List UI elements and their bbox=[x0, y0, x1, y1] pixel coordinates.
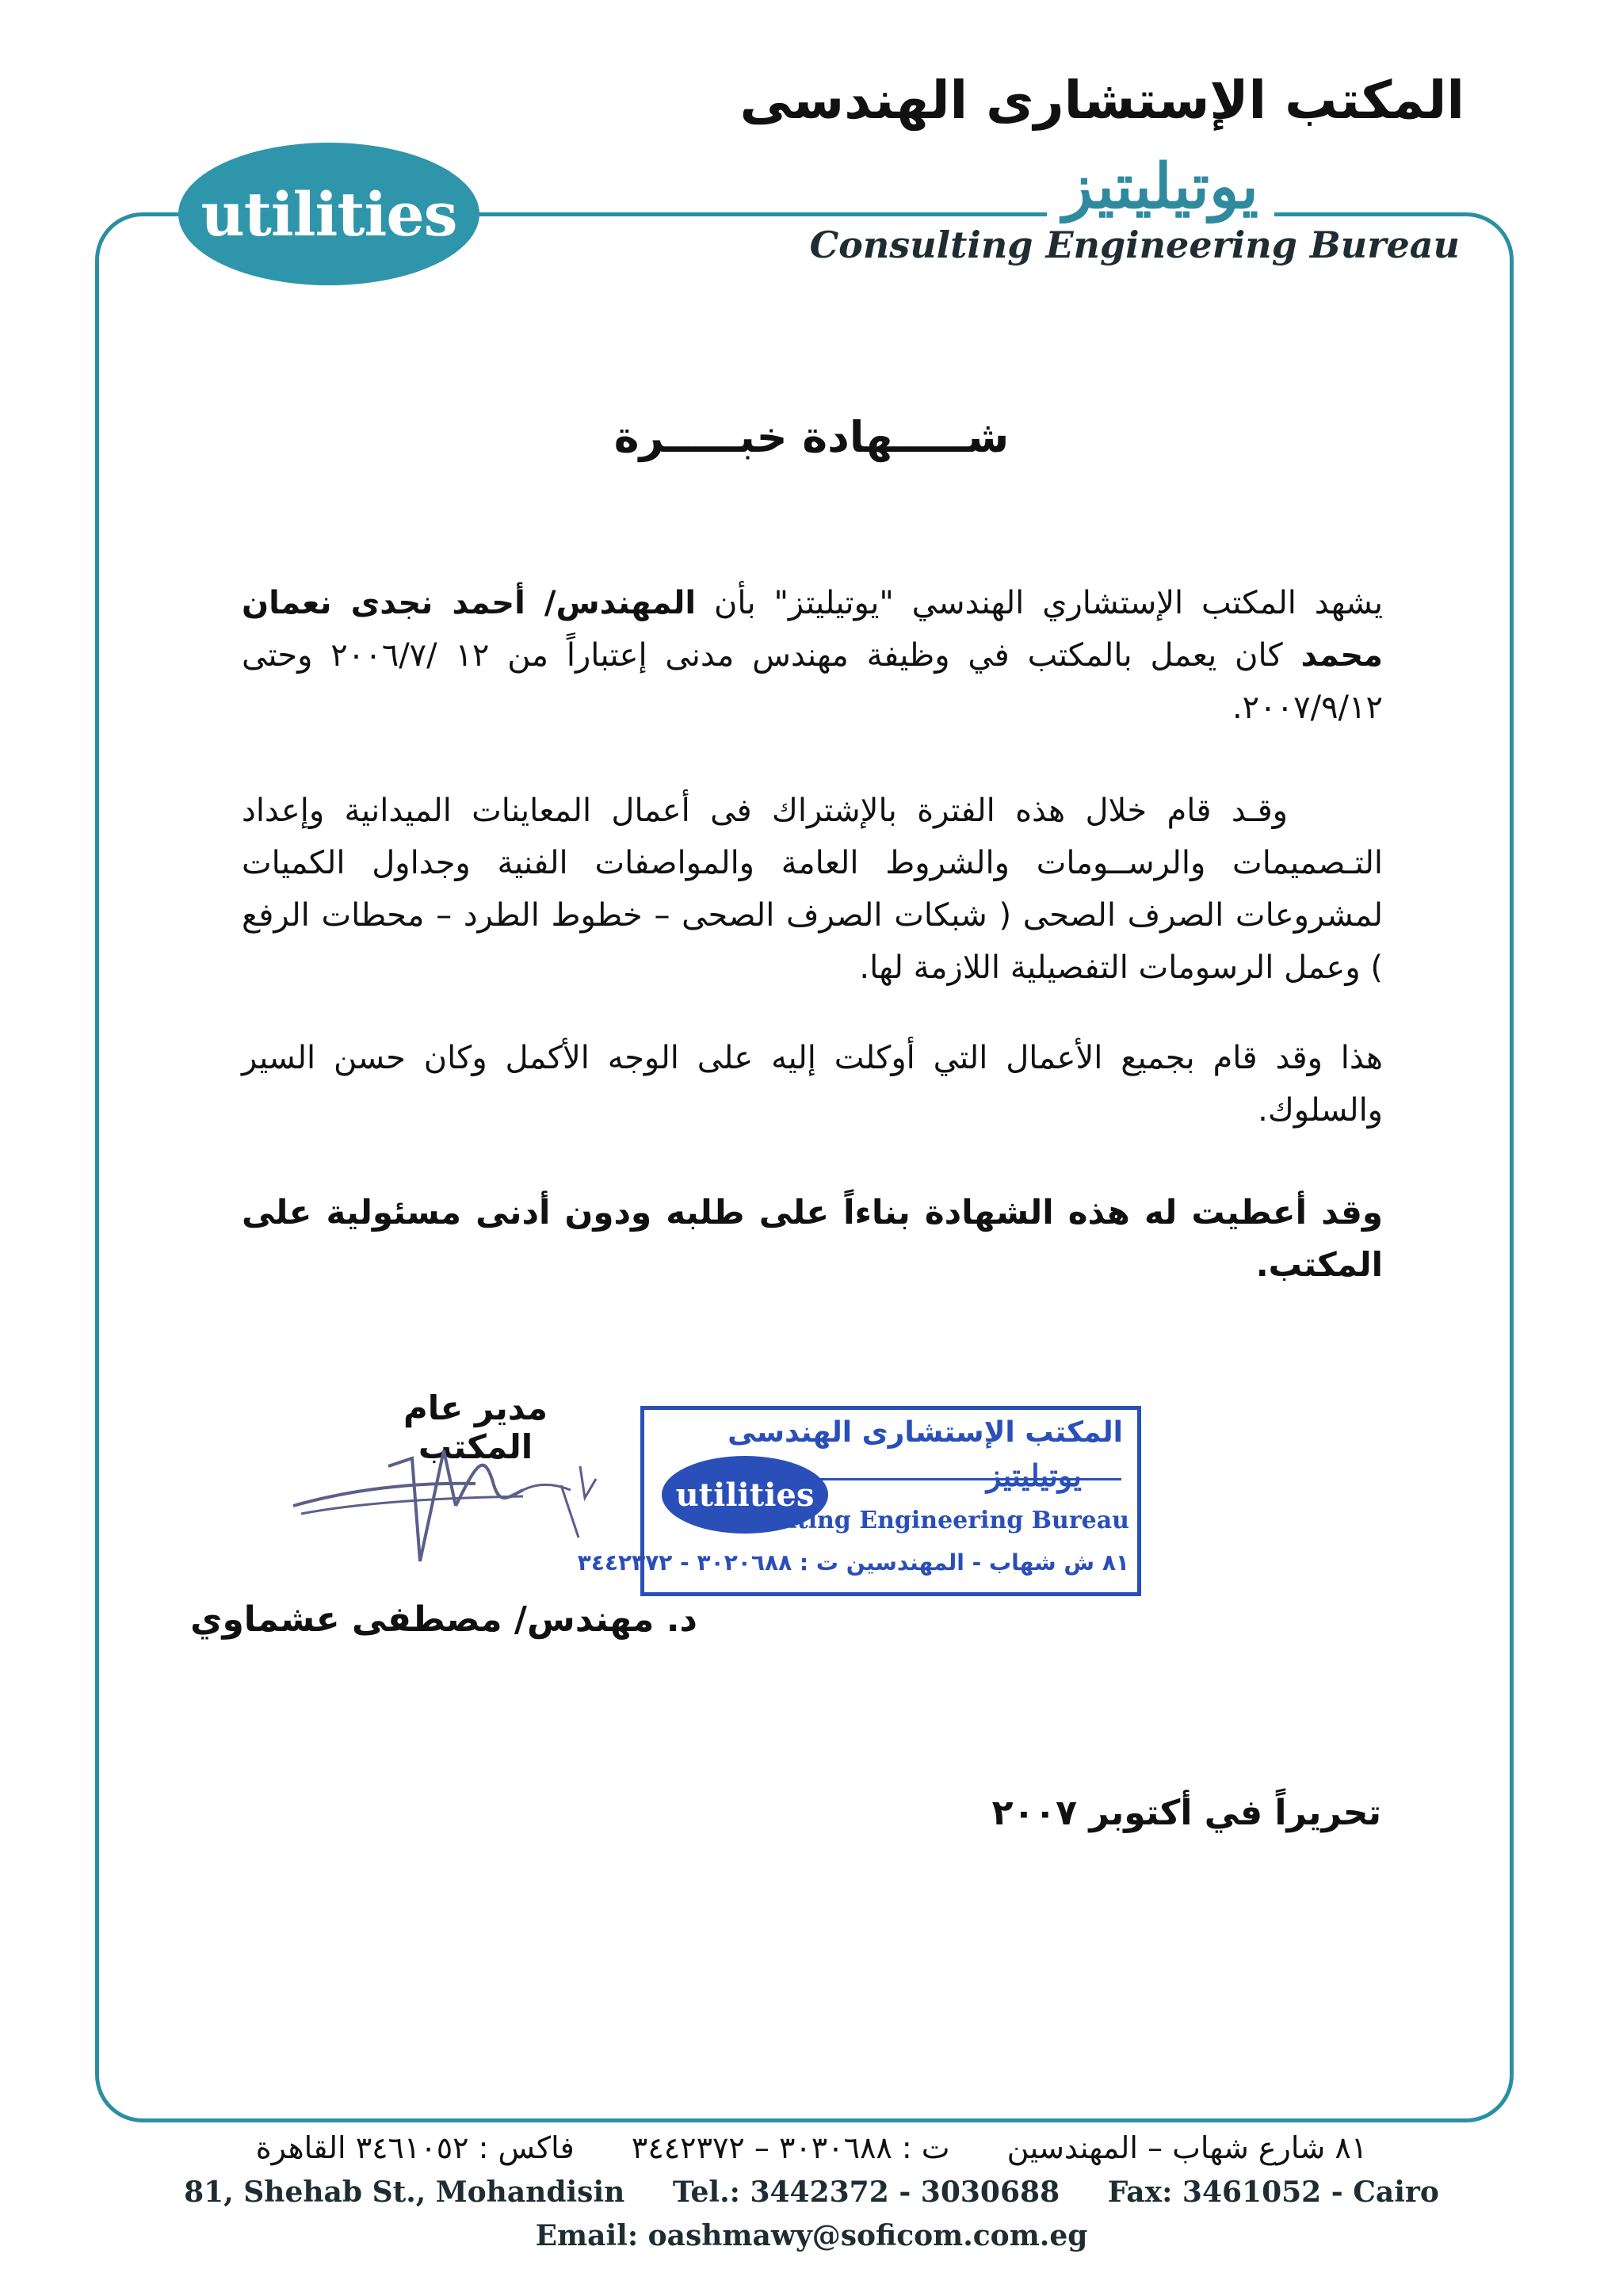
footer-phone-english: Tel.: 3442372 - 3030688 bbox=[672, 2176, 1060, 2209]
stamp-logo-text: utilities bbox=[675, 1476, 815, 1514]
paragraph1-lead: يشهد المكتب الإستشاري الهندسي "يوتيليتز" بأن bbox=[696, 585, 1383, 621]
stamp-address: ٨١ ش شهاب - المهندسين ت : ٣٠٢٠٦٨٨ - ٣٤٤٢٣٧٢ bbox=[577, 1549, 1129, 1576]
footer-address-english: 81, Shehab St., Mohandisin bbox=[184, 2176, 625, 2209]
footer-email[interactable]: Email: oashmawy@soficom.com.eg bbox=[535, 2219, 1088, 2252]
paragraph-duties: وقـد قام خلال هذه الفترة بالإشتراك فى أعمال المعاينات الميدانية وإعداد التـصميمات والرســومات والشروط العامة والمواصفات الفنية وجداول الكميات لمشروعات الصرف الصحى ( شبكات الصرف الصحى – خطوط الطرد – محطات الرفع ) وعمل الرسومات التفصيلية اللازمة لها. bbox=[242, 793, 1383, 986]
footer-fax-arabic: فاكس : ٣٤٦١٠٥٢ القاهرة bbox=[255, 2130, 575, 2165]
signatory-name: د. مهندس/ مصطفى عشماوي bbox=[190, 1599, 697, 1640]
page-border-frame bbox=[95, 212, 1514, 2122]
issue-date: تحريراً في أكتوبر ٢٠٠٧ bbox=[991, 1793, 1381, 1833]
footer-address-arabic: ٨١ شارع شهاب – المهندسين bbox=[1006, 2130, 1368, 2165]
footer-fax-english: Fax: 3461052 - Cairo bbox=[1107, 2176, 1439, 2209]
paragraph-conduct: هذا وقد قام بجميع الأعمال التي أوكلت إليه على الوجه الأكمل وكان حسن السير والسلوك. bbox=[242, 1040, 1383, 1129]
letterhead-name-english: Consulting Engineering Bureau bbox=[805, 223, 1465, 266]
logo-text: utilities bbox=[200, 178, 457, 250]
stamp-name-english: Consulting Engineering Bureau bbox=[705, 1507, 1129, 1534]
letterhead-name-arabic: المكتب الإستشارى الهندسى bbox=[739, 70, 1465, 131]
document-title: شـــــهادة خبـــــرة bbox=[613, 412, 1010, 462]
utilities-logo bbox=[178, 143, 479, 285]
letterhead-brand-arabic: يوتيليتيز bbox=[1047, 151, 1274, 223]
footer-arabic bbox=[0, 2130, 1623, 2165]
engineer-name: المهندس/ أحمد نجدى نعمان محمد bbox=[242, 585, 1383, 674]
footer-english bbox=[0, 2176, 1623, 2209]
signatory-title: مدير عام المكتب bbox=[403, 1389, 548, 1466]
paragraph-disclaimer: وقد أعطيت له هذه الشهادة بناءاً على طلبه ودون أدنى مسئولية على المكتب. bbox=[242, 1193, 1383, 1284]
stamp-name-arabic: المكتب الإستشارى الهندسى bbox=[727, 1416, 1123, 1449]
stamp-brand-arabic: يوتيليتيز bbox=[986, 1457, 1082, 1493]
paragraph1-rest: كان يعمل بالمكتب في وظيفة مهندس مدنى إعتباراً من ١٢ /٢٠٠٦/٧ وحتى ٢٠٠٧/٩/١٢. bbox=[242, 637, 1383, 726]
handwritten-signature bbox=[285, 1435, 618, 1577]
footer-phone-arabic: ت : ٣٠٣٠٦٨٨ – ٣٤٤٢٣٧٢ bbox=[631, 2130, 950, 2165]
company-stamp bbox=[577, 1406, 1141, 1596]
paragraph-certification bbox=[242, 577, 1383, 734]
